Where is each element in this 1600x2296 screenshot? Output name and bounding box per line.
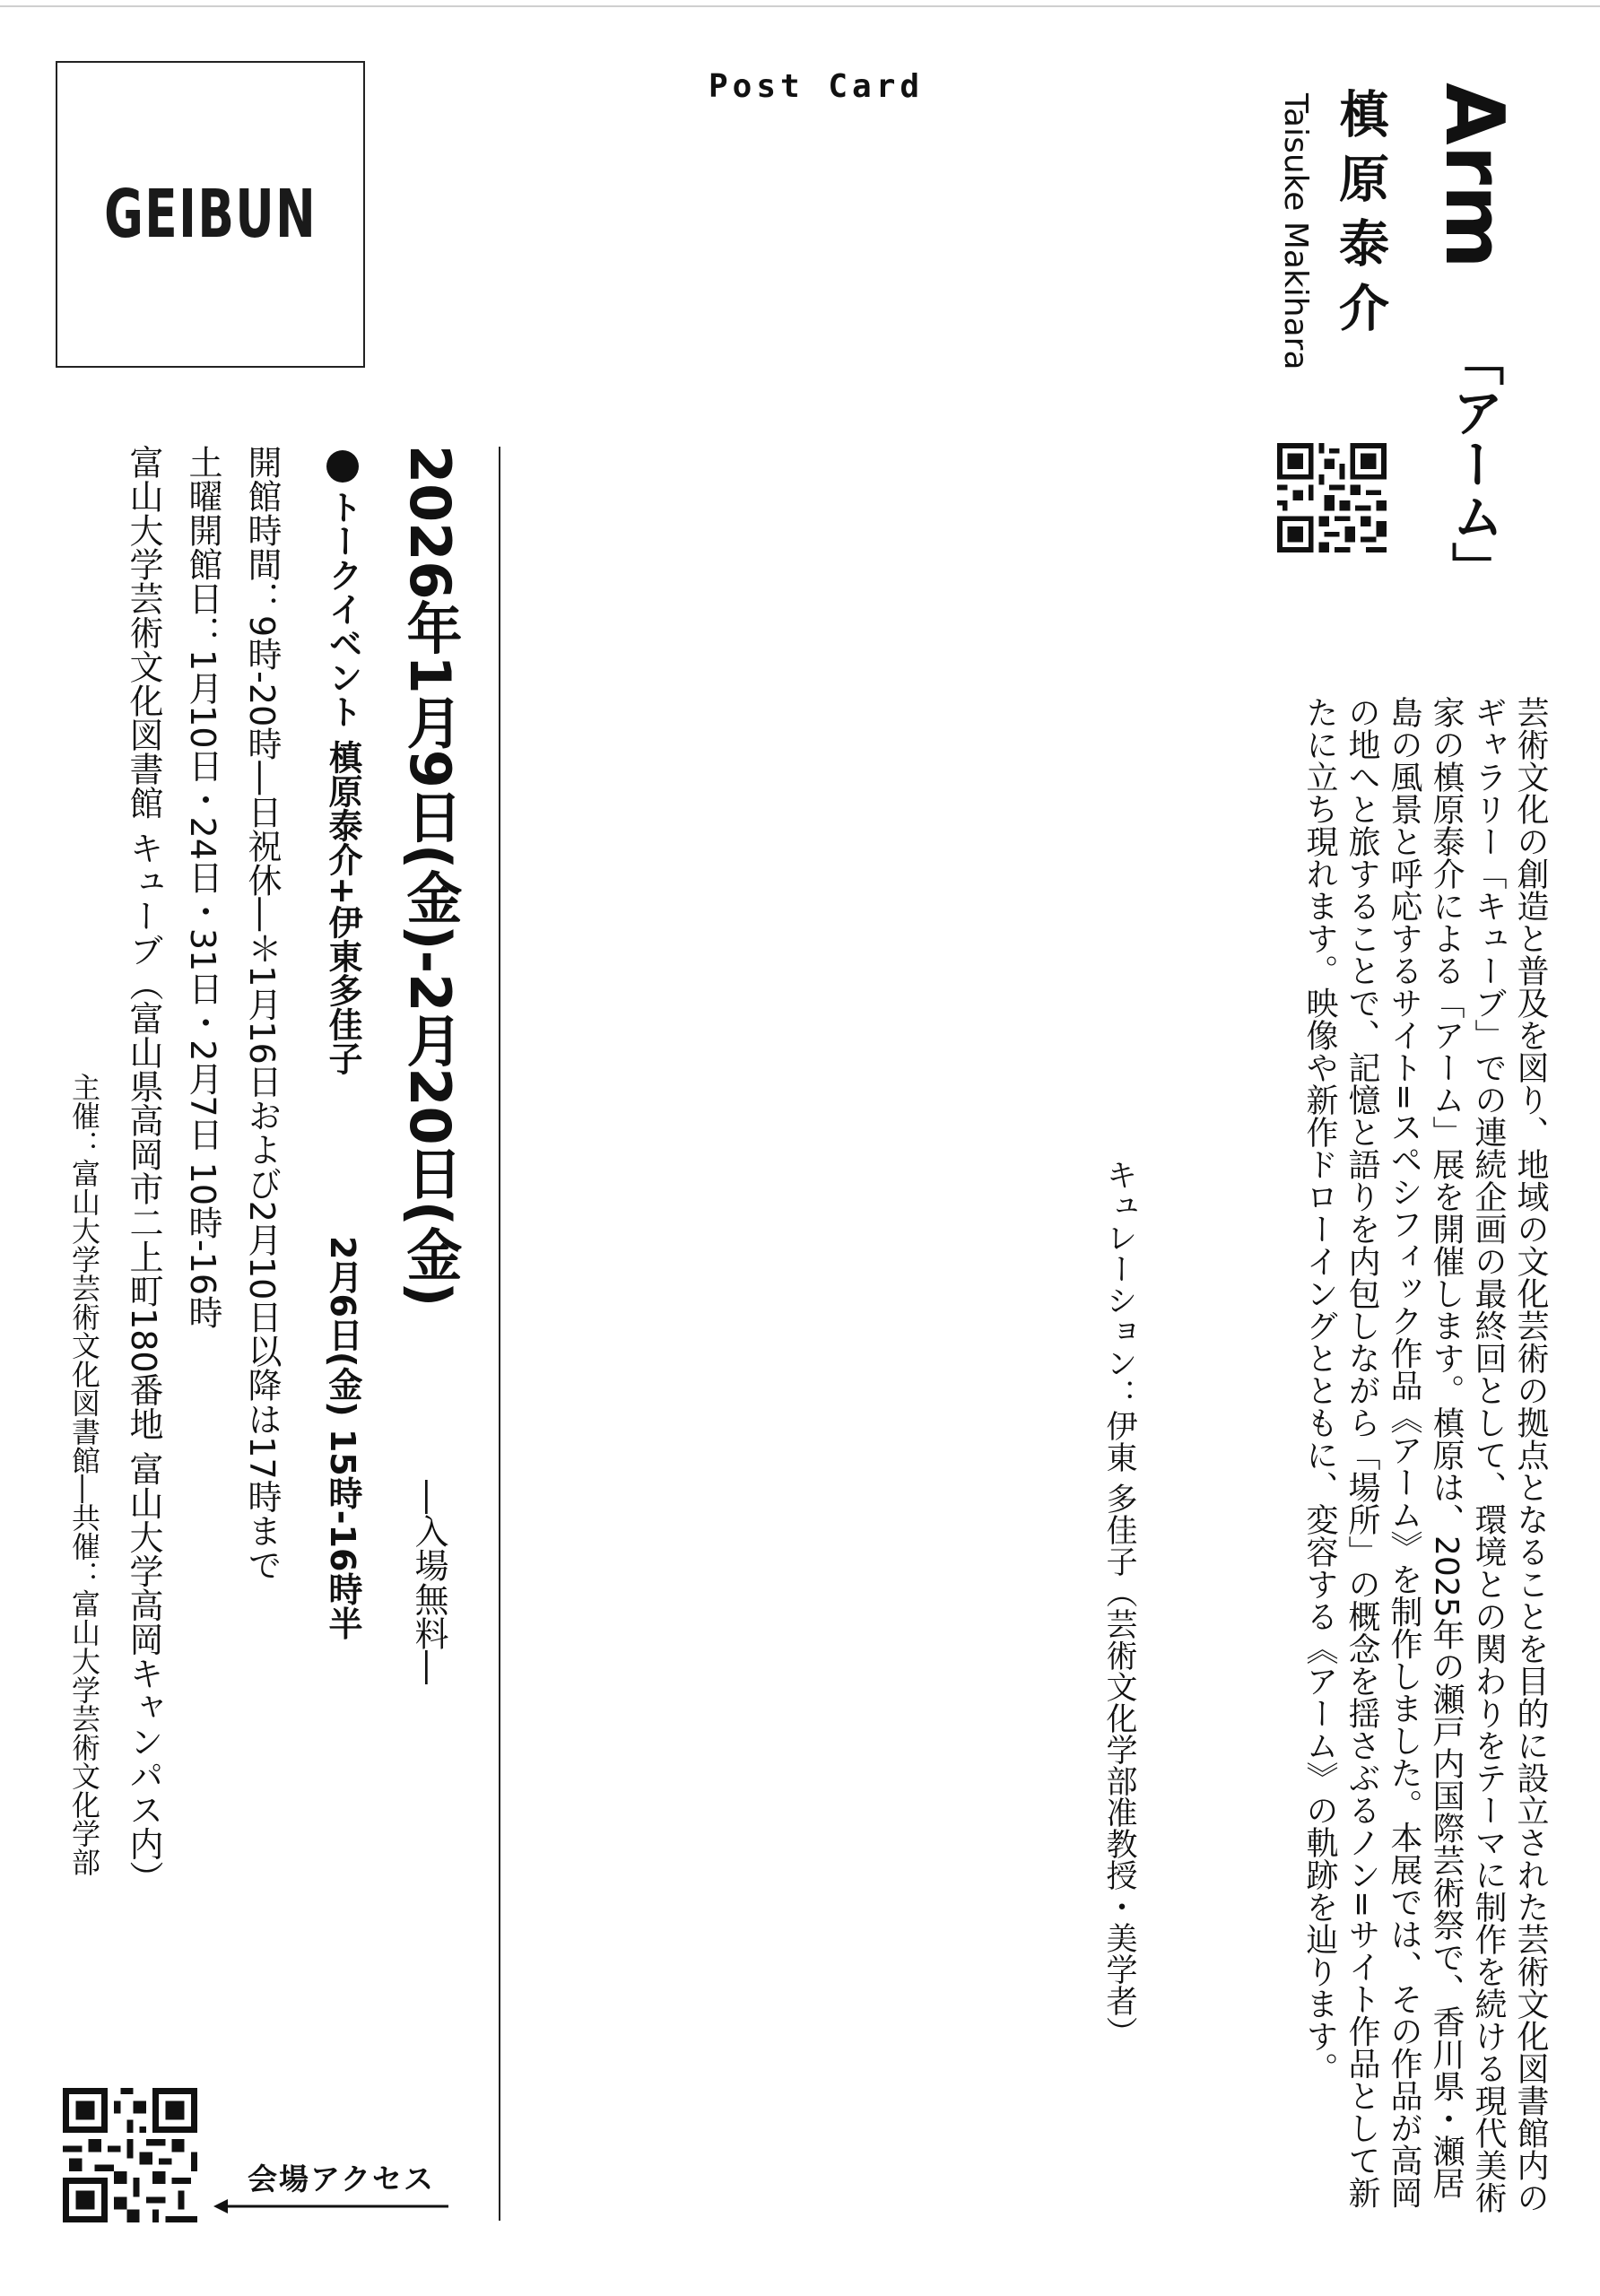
exhibition-description: 芸術文化の創造と普及を図り、地域の文化芸術の拠点となることを目的に設立された芸術文化図書館内のギャラリー「キューブ」での連続企画の最終回として、環境との関わりをテーマに制作を続ける現代美術家の槙原泰介による「アーム」展を開催します。槙原は、2025年の瀬戸内国際芸術祭で、香川県・瀬居島の風景と呼応するサイト=スペシフィック作品《アーム》を制作しました。本展では、その作品が高岡の地へと旅することで、記憶と語りを内包しながら「場所」の概念を揺さぶるノン=サイト作品として新たに立ち現れます。映像や新作ドローイングとともに、変容する《アーム》の軌跡を辿ります。 xyxy=(1301,696,1549,2213)
logo-text: GEIBUN xyxy=(103,176,317,253)
arrow-left-icon xyxy=(213,2196,448,2217)
admission-note: ―入場無料― xyxy=(409,1480,448,1684)
bullet-icon xyxy=(326,450,359,483)
talk-event-heading xyxy=(316,450,370,1075)
artist-name-en: Taisuke Makihara xyxy=(1277,93,1314,370)
curation-credit: キュレーション：伊東 多佳子（芸術文化学部准教授・美学者） xyxy=(1101,1159,1137,2048)
opening-hours: 開館時間：9時-20時―日祝休―＊1月16日および2月10日以降は17時まで xyxy=(242,445,282,1582)
vertical-divider xyxy=(499,447,500,2221)
top-edge-rule xyxy=(0,0,1600,7)
exhibition-title-ja: 「アーム」 xyxy=(1443,334,1504,594)
talk-event-time: 2月6日(金) 15時-16時半 xyxy=(323,1236,362,1640)
saturday-opening: 土曜開館日：1月10日・24日・31日・2月7日 10時-16時 xyxy=(183,445,222,1330)
artist-name-ja: 槙原泰介 xyxy=(1331,88,1389,346)
talk-event-title: トークイベント 槙原泰介+伊東多佳子 xyxy=(323,490,362,1076)
venue-access-qr-code[interactable] xyxy=(63,2088,197,2222)
exhibition-title-en: Arm xyxy=(1427,83,1521,269)
postcard-label: Post Card xyxy=(709,68,925,105)
artist-qr-code[interactable] xyxy=(1277,443,1387,552)
geibun-logo xyxy=(56,61,365,368)
venue-access-label: 会場アクセス xyxy=(248,2161,436,2196)
organizer-credit: 主催：富山大学芸術文化図書館―共催：富山大学芸術文化学部 xyxy=(67,1073,101,1876)
venue-address: 富山大学芸術文化図書館 キューブ（富山県高岡市二上町180番地 富山大学高岡キャンパス内） xyxy=(124,445,163,1895)
exhibition-dates: 2026年1月9日(金)-2月20日(金) xyxy=(397,445,463,1308)
